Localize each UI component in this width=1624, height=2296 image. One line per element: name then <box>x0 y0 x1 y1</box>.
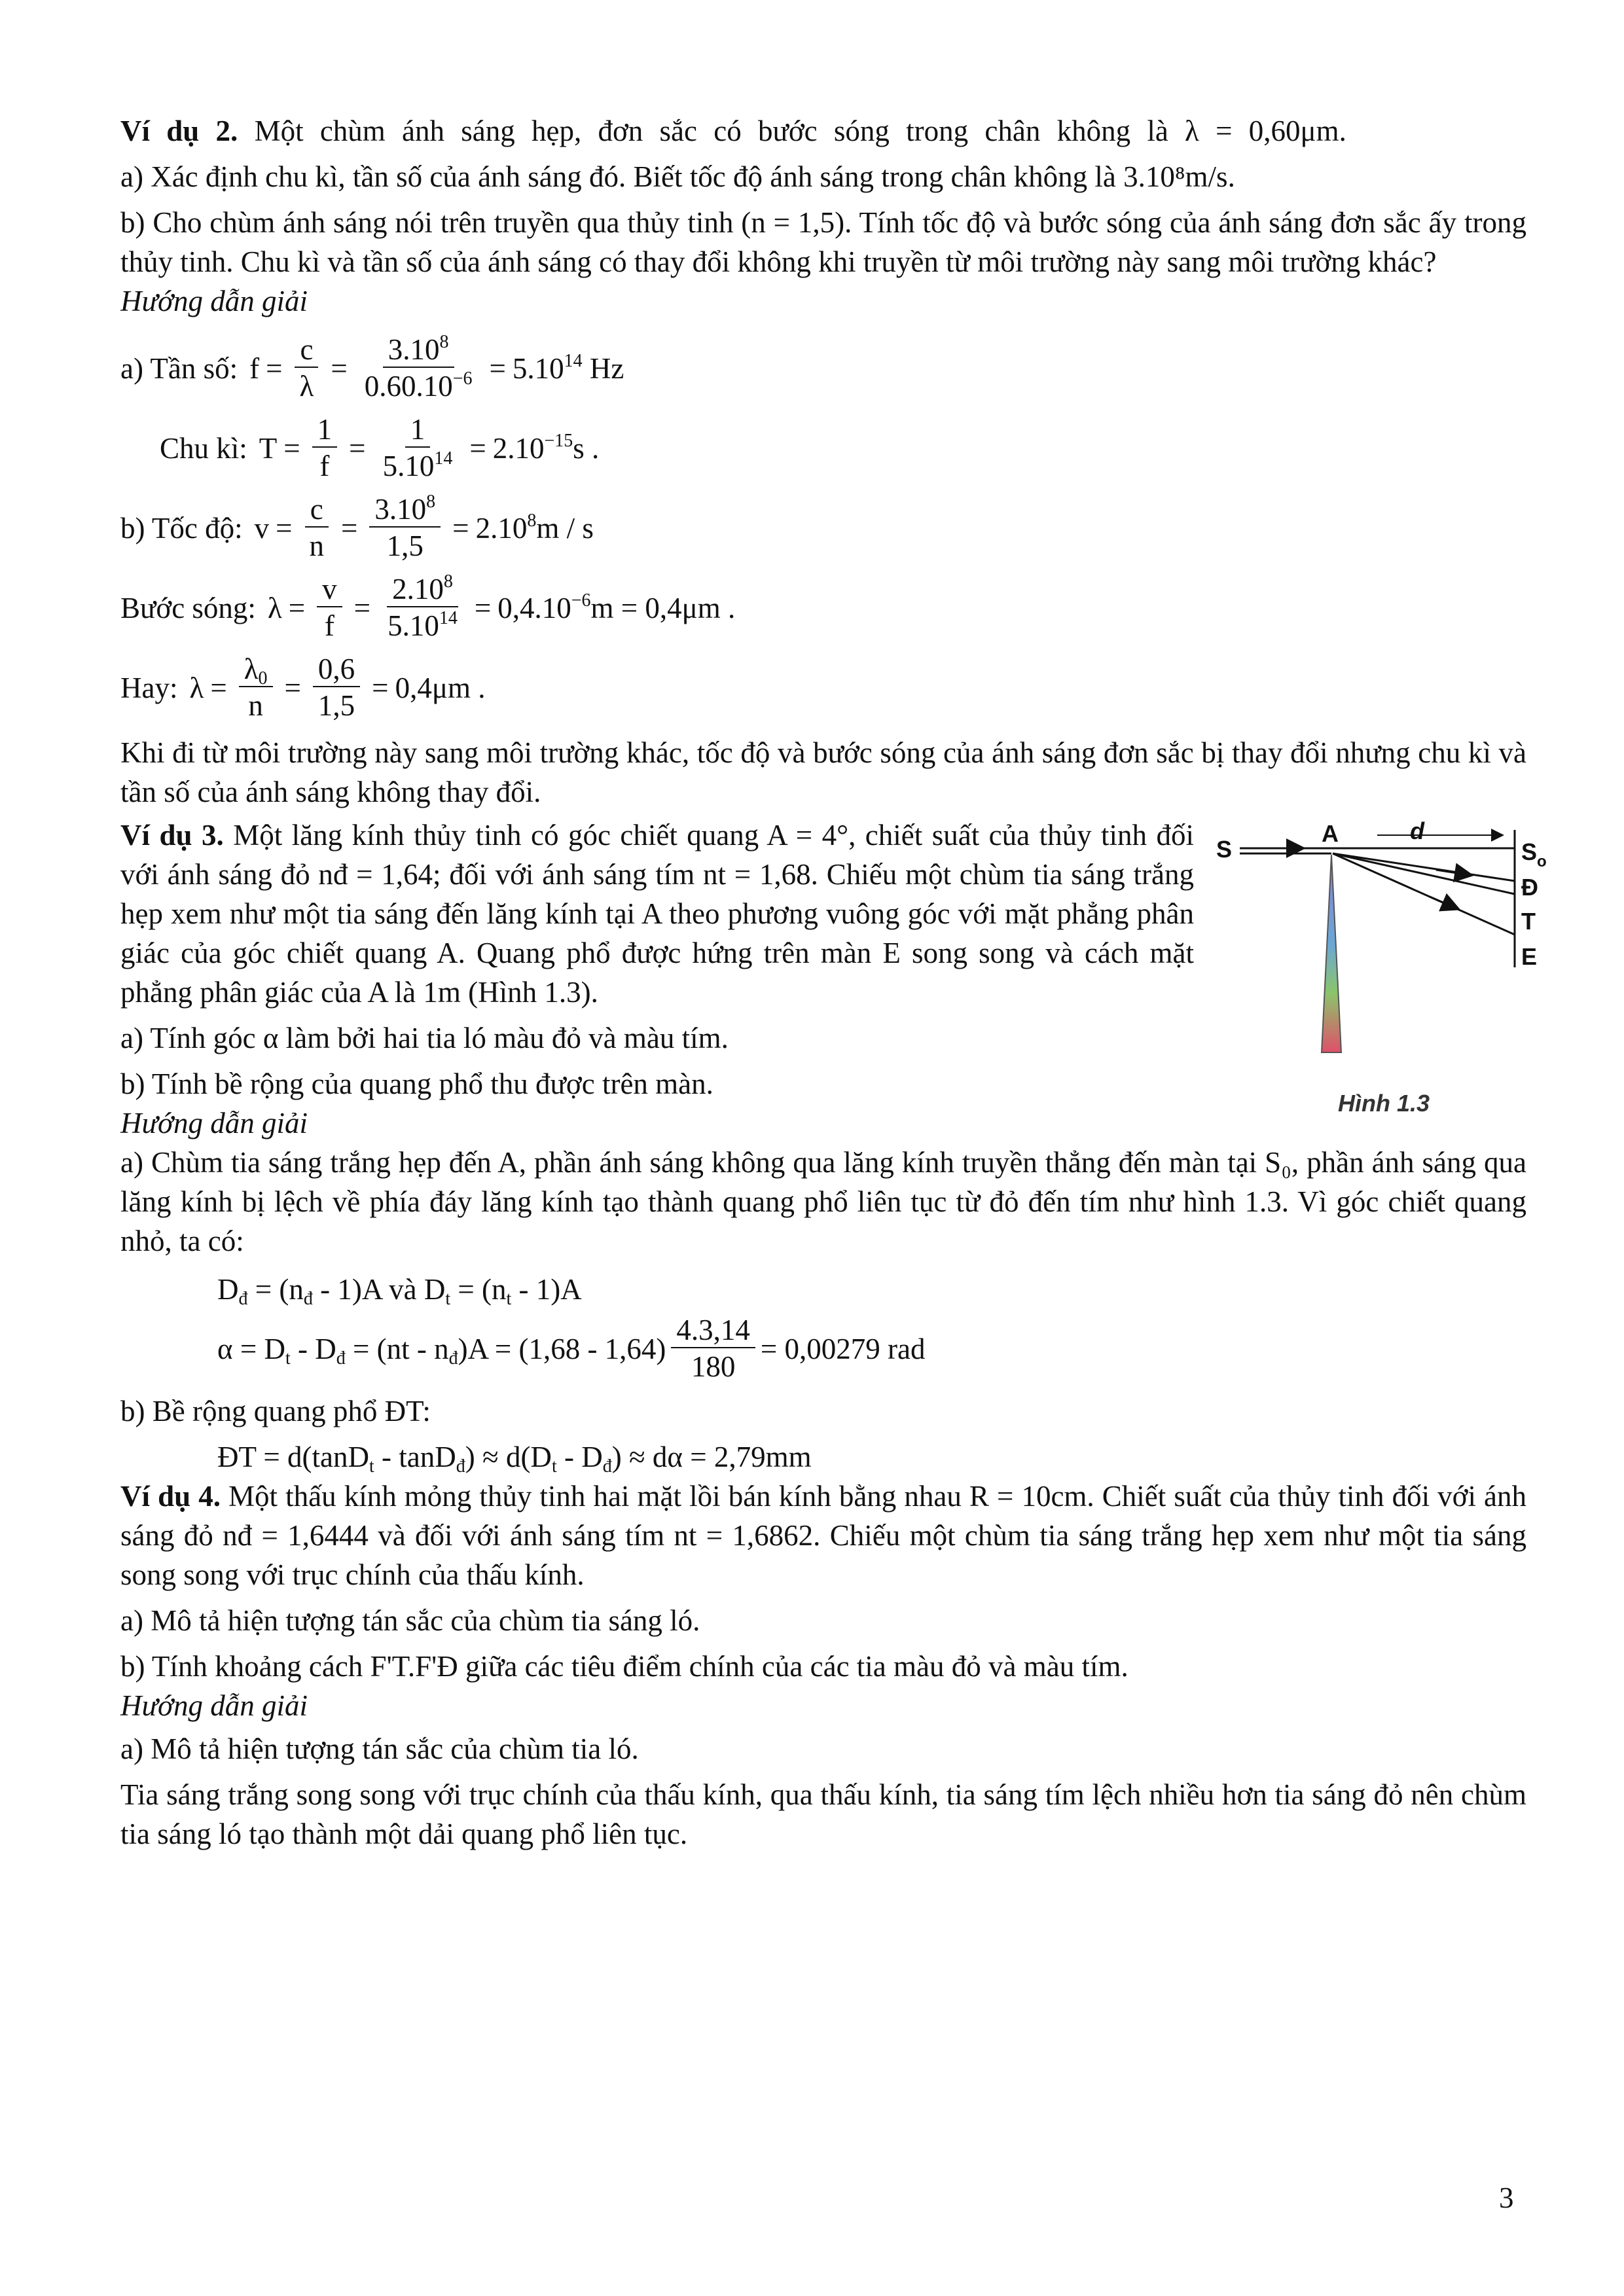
prism-figure <box>1214 817 1554 1124</box>
page-content <box>120 111 1547 1854</box>
ex2-heading: Ví dụ 2. <box>120 115 238 147</box>
ex4-intro: Một thấu kính mỏng thủy tinh hai mặt lồi bán kính bằng nhau R = 10cm. Chiết suất của thủy tinh đối với ánh sáng đỏ nđ = 1,6444 và đối với ánh sáng tím nt = 1,6862. Chiếu một chùm tia sáng trắng hẹp xem như một tia sáng song song với trục chính của thấu kính. <box>120 1480 1526 1591</box>
ex2-solution-hay: Hay: λ = $\frac{\lambda_0}{n}$ = $\frac{0,6}{1,5}$ = 0,4μm . <box>120 653 486 722</box>
figure-caption: Hình 1.3 <box>1338 1090 1430 1117</box>
arrow-violet <box>1430 897 1457 908</box>
ex2-question-b: b) Cho chùm ánh sáng nói trên truyền qua thủy tinh (n = 1,5). Tính tốc độ và bước sóng của ánh sáng đơn sắc ấy trong thủy tinh. Chu kì và tần số của ánh sáng có thay đổi không khi truyền từ môi trường này sang môi trường khác? <box>120 206 1526 278</box>
ex4-question-a: a) Mô tả hiện tượng tán sắc của chùm tia sáng ló. <box>120 1604 700 1637</box>
ex3-formula-alpha: $\alpha = D_t - D_đ = (nt - n_đ)A = (1,68 - 1,64)$ $\frac{4.3,14}{180}$ = 0,00279 rad <box>217 1314 926 1383</box>
ex3-intro: Một lăng kính thủy tinh có góc chiết quang A = 4°, chiết suất của thủy tinh đối với ánh sáng đỏ nđ = 1,64; đối với ánh sáng tím nt = 1,68. Chiếu một chùm tia sáng trắng hẹp xem như một tia sáng đến lăng kính tại A theo phương vuông góc với mặt phẳng phân giác của góc chiết quang A. Quang phổ được hứng trên màn E song song và cách mặt phẳng phân giác của A là 1m (Hình 1.3). <box>120 819 1195 1009</box>
ex4-heading: Ví dụ 4. <box>120 1480 221 1513</box>
fig-label-S: S <box>1216 836 1233 863</box>
prism-shape <box>1322 855 1341 1052</box>
ex2-intro: Một chùm ánh sáng hẹp, đơn sắc có bước sóng trong chân không là λ = 0,60μm. <box>254 115 1346 147</box>
ex3-statement <box>120 816 1194 1012</box>
ex3-formula-deviation: $D_đ = (n_đ - 1)A$ và $D_t = (n_t - 1)A$ <box>217 1273 582 1309</box>
ex4-solution-a: a) Mô tả hiện tượng tán sắc của chùm tia ló. <box>120 1732 639 1765</box>
ex3-guide-heading: Hướng dẫn giải <box>120 1107 308 1139</box>
fig-label-S0: $S_o$ <box>1521 838 1547 870</box>
ex2-solution-frequency: a) Tần số: f = $\frac{c}{\lambda}$ = $\frac{3.10^8}{0.60.10^{-6}}$ = 5.10$^{14}$ Hz <box>120 332 624 403</box>
ex3-heading: Ví dụ 3. <box>120 819 224 852</box>
fig-label-A: A <box>1322 820 1339 847</box>
ex3-solution-a: a) Chùm tia sáng trắng hẹp đến A, phần ánh sáng không qua lăng kính truyền thẳng đến màn tại S₀, phần ánh sáng qua lăng kính bị lệch về phía đáy lăng kính tạo thành quang phổ liên tục từ đỏ đến tím như hình 1.3. Vì góc chiết quang nhỏ, ta có: <box>120 1146 1526 1257</box>
ray-red <box>1333 853 1515 894</box>
ex4-question-b: b) Tính khoảng cách F'T.F'Đ giữa các tiêu điểm chính của các tia màu đỏ và màu tím. <box>120 1650 1128 1683</box>
ex3-block <box>120 816 1547 1117</box>
ex2-solution-wavelength: Bước sóng: λ = $\frac{v}{f}$ = $\frac{2.10^8}{5.10^{14}}$ = $0,4.10^{-6}m = 0,4\mu m$ . <box>120 571 736 642</box>
ex4-statement <box>120 1477 1526 1594</box>
arrow-red <box>1436 870 1470 875</box>
fig-label-E: E <box>1521 943 1538 970</box>
ex2-conclusion: Khi đi từ môi trường này sang môi trường khác, tốc độ và bước sóng của ánh sáng đơn sắc bị thay đổi nhưng chu kì và tần số của ánh sáng không thay đổi. <box>120 736 1526 808</box>
ray-violet <box>1333 853 1515 935</box>
page-number: 3 <box>1499 2181 1514 2214</box>
ex2-question-a: a) Xác định chu kì, tần số của ánh sáng đó. Biết tốc độ ánh sáng trong chân không là 3.10⁸m/s. <box>120 160 1235 193</box>
ex2-solution-period: Chu kì: T = $\frac{1}{f}$ = $\frac{1}{5.10^{14}}$ = $2.10^{-15}s$ . <box>160 413 600 482</box>
ex3-formula-width: ĐT = $d(\tan D_t - \tan D_đ) \approx d(D_t - D_đ) \approx d\alpha = 2,79mm$ <box>217 1441 812 1477</box>
fig-label-D: Đ <box>1521 874 1538 901</box>
ex2-solution-speed: b) Tốc độ: v = $\frac{c}{n}$ = $\frac{3.10^8}{1,5}$ = 2.10$^8$m / s <box>120 492 594 562</box>
ex4-solution-text: Tia sáng trắng song song với trục chính của thấu kính, qua thấu kính, tia sáng tím lệch nhiều hơn tia sáng đỏ nên chùm tia sáng ló tạo thành một dải quang phổ liên tục. <box>120 1778 1526 1850</box>
ex2-guide-heading: Hướng dẫn giải <box>120 285 308 317</box>
fig-label-T: T <box>1521 908 1536 935</box>
ex2-statement <box>120 111 1526 151</box>
ray-to-D-top <box>1333 853 1515 881</box>
ex3-question-b: b) Tính bề rộng của quang phổ thu được trên màn. <box>120 1067 713 1100</box>
ex3-question-a: a) Tính góc α làm bởi hai tia ló màu đỏ và màu tím. <box>120 1022 729 1054</box>
fig-label-d: d <box>1410 817 1424 844</box>
ex4-guide-heading: Hướng dẫn giải <box>120 1689 308 1722</box>
ex3-solution-b-label: b) Bề rộng quang phổ ĐT: <box>120 1395 431 1427</box>
